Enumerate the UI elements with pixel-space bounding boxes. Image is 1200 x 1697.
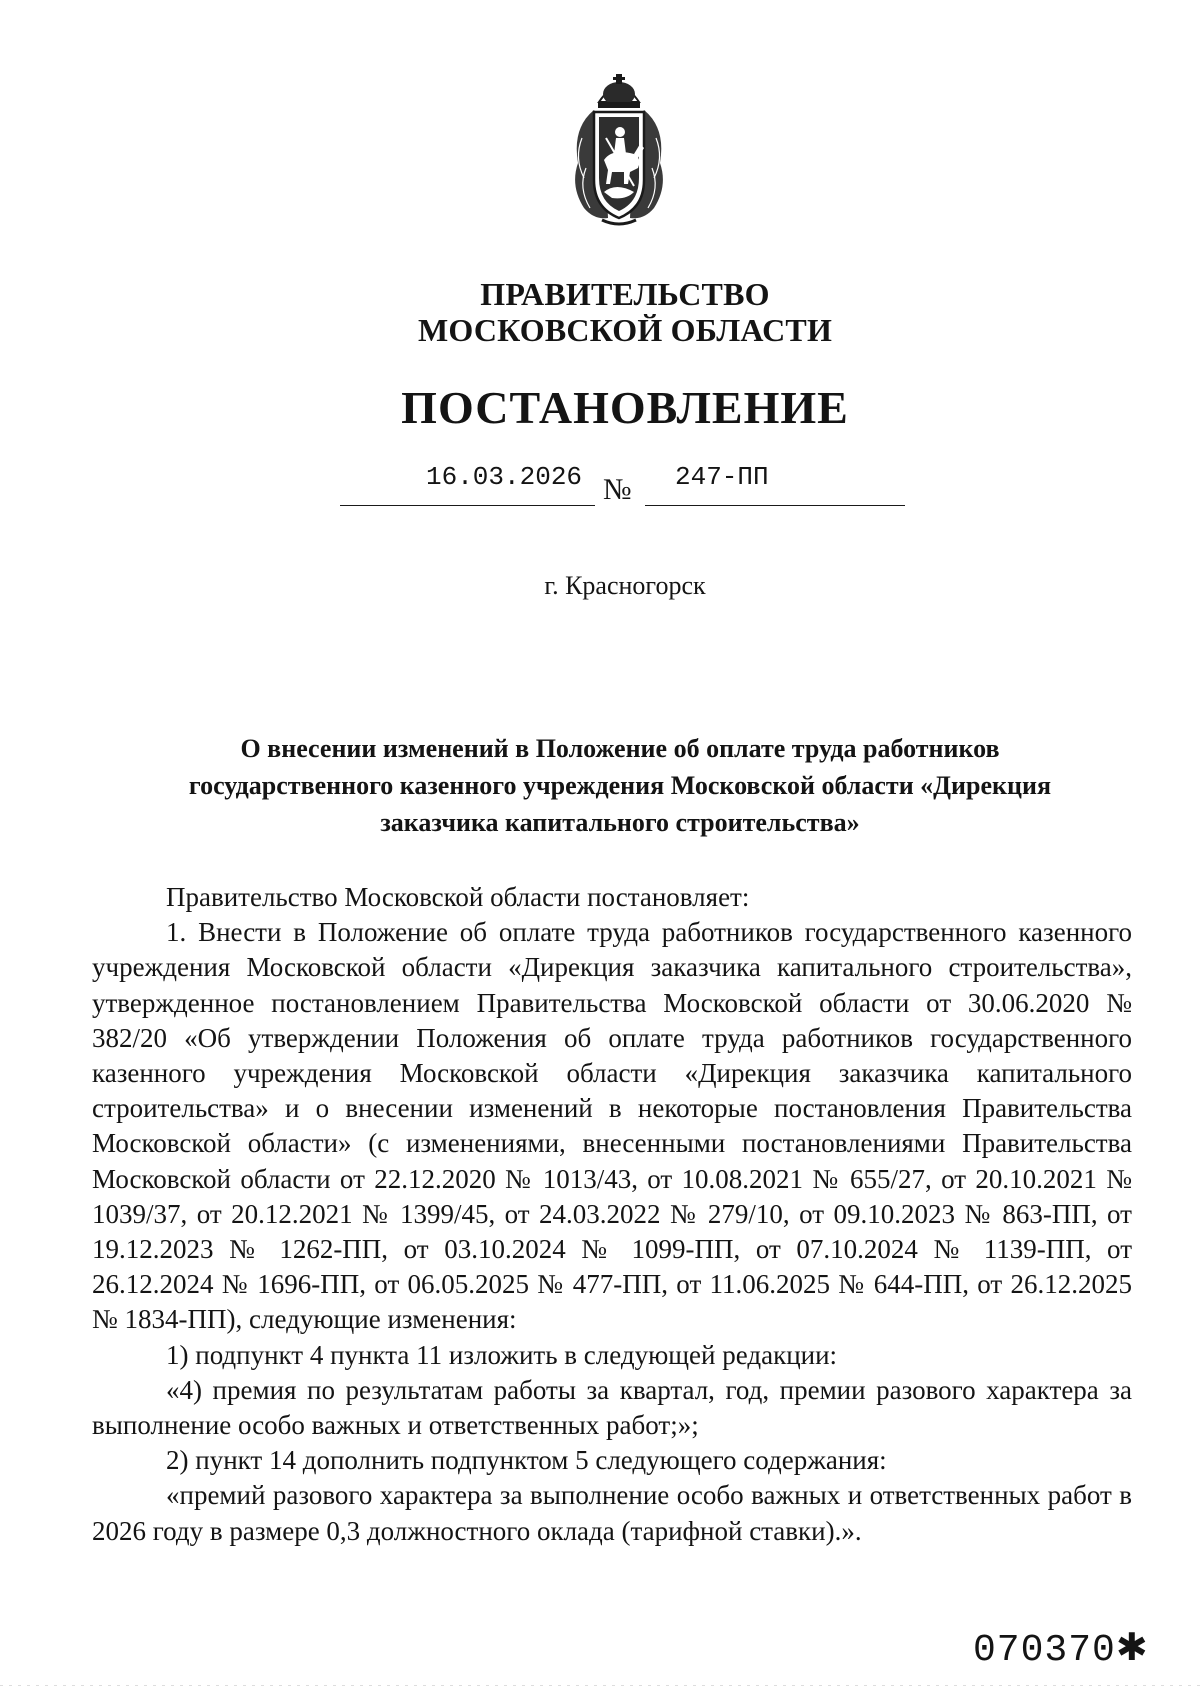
- document-title: [140, 730, 1100, 841]
- org-name-line1: ПРАВИТЕЛЬСТВО: [480, 276, 770, 312]
- document-type: ПОСТАНОВЛЕНИЕ: [401, 382, 849, 433]
- body-paragraph: Правительство Московской области постановляет:: [166, 882, 750, 912]
- title-line: государственного казенного учреждения Московской области «Дирекция: [188, 771, 1052, 800]
- date-underline: [340, 505, 595, 506]
- asterisk-icon: ✱: [1115, 1625, 1149, 1669]
- title-line: О внесении изменений в Положение об оплате труда работников: [240, 734, 1000, 763]
- body-paragraph: 2) пункт 14 дополнить подпунктом 5 следующего содержания:: [166, 1445, 887, 1476]
- city-name: г. Красногорск: [544, 571, 706, 600]
- title-line: заказчика капитального строительства»: [380, 808, 860, 837]
- document-date: 16.03.2026: [426, 462, 583, 492]
- number-underline: [645, 505, 905, 506]
- coat-of-arms-icon: [564, 68, 674, 230]
- body-paragraph: 1) подпункт 4 пункта 11 изложить в следующей редакции:: [166, 1339, 838, 1370]
- document-number: 247-ПП: [675, 462, 769, 492]
- org-name-line2: МОСКОВСКОЙ ОБЛАСТИ: [417, 312, 833, 348]
- number-sign: №: [603, 473, 632, 506]
- body-paragraph: 1. Внести в Положение об оплате труда работников государственного казенного учреждения Московской области «Дирекция заказчика капитального строительства», утвержденное постановлением Правительства Московской области от 30.06.2020 № 382/20 «Об утверждении Положения об оплате труда работников государственного казенного учреждения Московской области «Дирекция заказчика капитального строительства» и о внесении изменений в некоторые постановления Правительства Московской области» (с изменениями, внесенными постановлениями Правительства Московской области от 22.12.2020 № 1013/43, от 10.08.2021 № 655/27, от 20.10.2021 № 1039/37, от 20.12.2021 № 1399/45, от 24.03.2022 № 279/10, от 09.10.2023 № 863-ПП, от 19.12.2023 № 1262-ПП, от 03.10.2024 № 1099-ПП, от 07.10.2024 № 1139-ПП, от 26.12.2024 № 1696-ПП, от 06.05.2025 № 477-ПП, от 11.06.2025 № 644-ПП, от 26.12.2025 № 1834-ПП), следующие изменения:: [92, 917, 1132, 1335]
- serial-number: 070370: [973, 1629, 1116, 1672]
- scan-artifact-line: [0, 1685, 1200, 1686]
- body-paragraph: «4) премия по результатам работы за квартал, год, премии разового характера за выполнение особо важных и ответственных работ;»;: [92, 1374, 1132, 1441]
- body-paragraph: «премий разового характера за выполнение особо важных и ответственных работ в 2026 году в размере 0,3 должностного оклада (тарифной ставки).».: [92, 1480, 1132, 1546]
- document-body: [92, 880, 1132, 1549]
- serial-stamp: [973, 1625, 1149, 1672]
